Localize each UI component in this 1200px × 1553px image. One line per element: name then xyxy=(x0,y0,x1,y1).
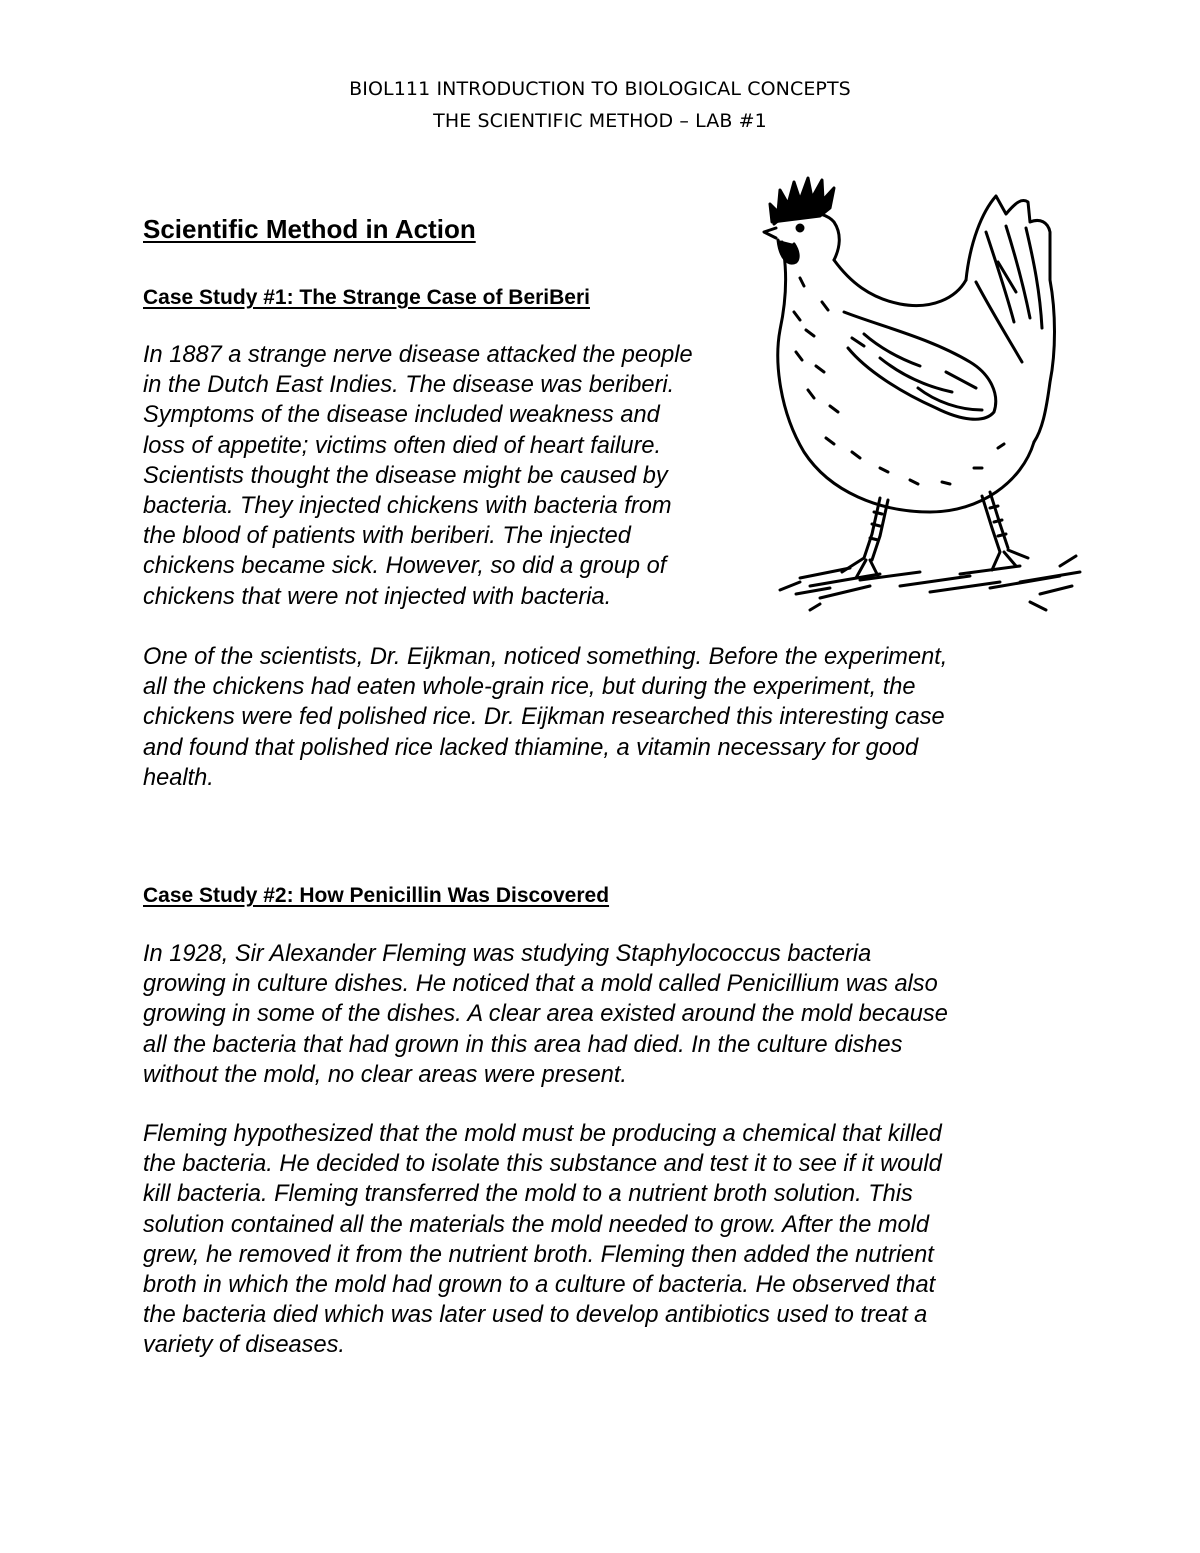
text-line: health. xyxy=(143,764,214,791)
lab-title: THE SCIENTIFIC METHOD – LAB #1 xyxy=(433,110,767,132)
text-line: In 1887 a strange nerve disease attacked the people xyxy=(143,342,693,368)
text-line: variety of diseases. xyxy=(143,1332,345,1359)
text-line: bacteria. They injected chickens with bacteria from xyxy=(143,493,672,520)
text-line: Fleming hypothesized that the mold must be producing a chemical that killed xyxy=(143,1121,942,1147)
text-line: all the chickens had eaten whole-grain rice, but during the experiment, the xyxy=(143,674,916,701)
text-line: loss of appetite; victims often died of heart failure. xyxy=(143,432,662,459)
text-line: the bacteria. He decided to isolate this substance and test it to see if it would xyxy=(143,1151,942,1178)
case-study-2-paragraph-1 xyxy=(143,939,948,1090)
text-line: Symptoms of the disease included weakness and xyxy=(143,402,660,429)
text-line: kill bacteria. Fleming transferred the mold to a nutrient broth solution. This xyxy=(143,1181,913,1208)
chicken-left-leg xyxy=(842,498,888,578)
chicken-beak xyxy=(764,228,776,238)
body-feathers xyxy=(794,278,1004,484)
case-study-1-paragraph-1 xyxy=(143,340,693,612)
course-title: BIOL111 INTRODUCTION TO BIOLOGICAL CONCEPTS xyxy=(349,78,851,100)
chicken-back xyxy=(834,260,966,306)
text-line: all the bacteria that had grown in this area had died. In the culture dishes xyxy=(143,1031,903,1058)
text-line: chickens that were not injected with bacteria. xyxy=(143,583,612,610)
text-line: in the Dutch East Indies. The disease was beriberi. xyxy=(143,372,675,399)
section-title: Scientific Method in Action xyxy=(143,214,476,244)
chicken-breast xyxy=(778,242,1034,512)
ground-straw xyxy=(780,556,1080,610)
text-line: growing in culture dishes. He noticed that a mold called Penicillium was also xyxy=(143,971,938,998)
text-line: One of the scientists, Dr. Eijkman, noticed something. Before the experiment, xyxy=(143,644,948,670)
text-line: In 1928, Sir Alexander Fleming was studying Staphylococcus bacteria xyxy=(143,941,872,967)
text-line: the blood of patients with beriberi. The injected xyxy=(143,523,631,550)
case-study-2-title: Case Study #2: How Penicillin Was Discovered xyxy=(143,884,610,907)
text-line: grew, he removed it from the nutrient broth. Fleming then added the nutrient xyxy=(143,1241,934,1268)
text-line: chickens became sick. However, so did a group of xyxy=(143,553,667,580)
chicken-illustration xyxy=(760,162,1090,612)
chicken-right-leg xyxy=(982,492,1028,570)
text-line: Scientists thought the disease might be caused by xyxy=(143,462,668,489)
text-line: solution contained all the materials the mold needed to grow. After the mold xyxy=(143,1211,930,1238)
text-line: without the mold, no clear areas were present. xyxy=(143,1061,627,1088)
text-line: chickens were fed polished rice. Dr. Eijkman researched this interesting case xyxy=(143,704,945,731)
case-study-1-title: Case Study #1: The Strange Case of BeriBeri xyxy=(143,286,590,309)
text-line: and found that polished rice lacked thiamine, a vitamin necessary for good xyxy=(143,734,919,761)
chicken-eye xyxy=(797,225,803,231)
text-line: growing in some of the dishes. A clear area existed around the mold because xyxy=(143,1001,948,1028)
text-line: broth in which the mold had grown to a culture of bacteria. He observed that xyxy=(143,1272,936,1299)
tail-feathers xyxy=(976,226,1042,362)
case-study-1-paragraph-2 xyxy=(143,642,947,793)
text-line: the bacteria died which was later used to develop antibiotics used to treat a xyxy=(143,1302,928,1329)
case-study-2-paragraph-2 xyxy=(143,1119,942,1361)
